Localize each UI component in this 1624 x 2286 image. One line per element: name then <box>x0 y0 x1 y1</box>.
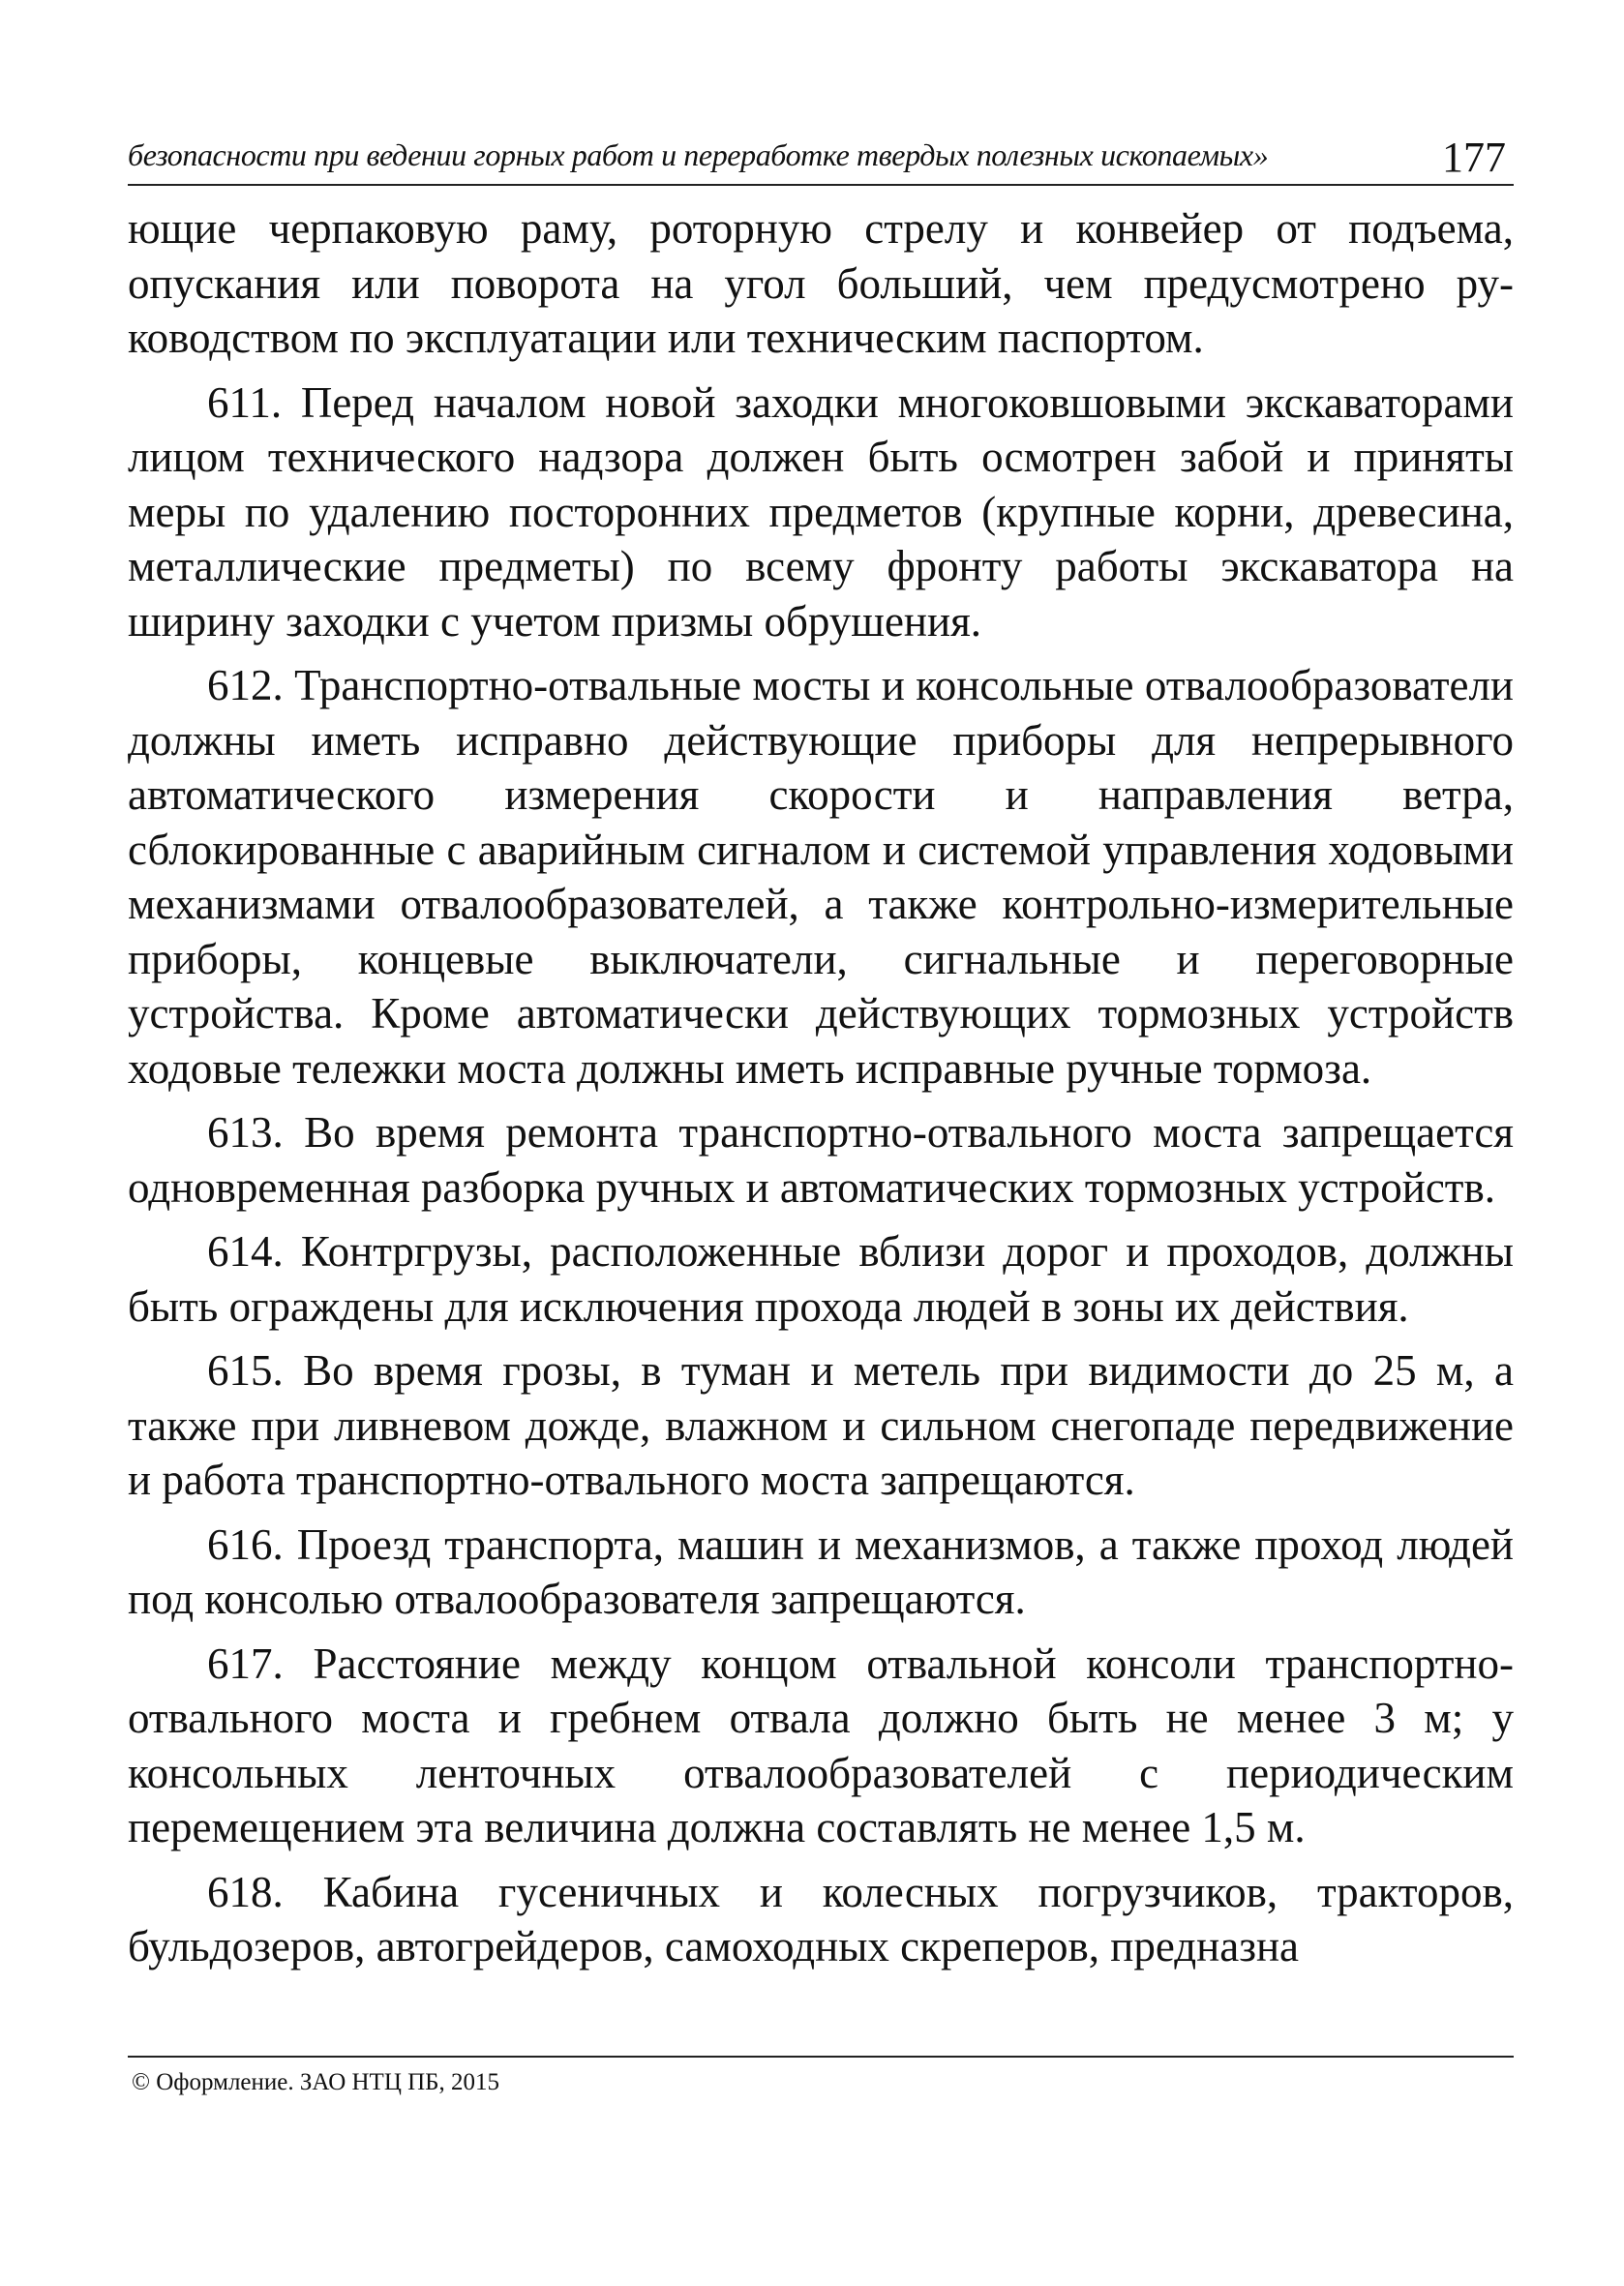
page-number: 177 <box>1442 134 1506 181</box>
body-text <box>128 201 1514 1984</box>
paragraph-613: 613. Во время ремонта транспортно-отвального моста запрещается одновременная разборка ручных и автоматических тормозных устройств. <box>128 1108 1514 1212</box>
footer-divider <box>128 2056 1514 2058</box>
footer-copyright: © Оформление. ЗАО НТЦ ПБ, 2015 <box>132 2069 500 2095</box>
paragraph-612: 612. Транспортно-отвальные мосты и консольные отвалообразователи должны иметь исправно действующие приборы для непрерывного автоматического измерения скорости и направления ветра, сблокированные с аварийным сигналом и системой управления ходовыми механизмами отвалообразователей, а также контрольно-измерительные приборы, концевые выключатели, сигнальные и переговорные устройства. Кроме автоматически действующих тормозных устройств ходовые тележки моста должны иметь исправные ручные тормоза. <box>128 661 1514 1093</box>
paragraph-continuation: ющие черпаковую раму, роторную стрелу и конвейер от подъема, опускания или поворота на угол больший, чем предусмотрено руководством по эксплуатации или техническим паспортом. <box>128 204 1514 362</box>
paragraph-616: 616. Проезд транспорта, машин и механизмов, а также проход людей под консолью отвалообразователя запрещаются. <box>128 1519 1514 1623</box>
paragraph-618: 618. Кабина гусеничных и колесных погрузчиков, тракторов, бульдозеров, автогрейдеров, самоходных скреперов, предназна <box>128 1867 1514 1970</box>
paragraph-611: 611. Перед началом новой заходки многоковшовыми экскаваторами лицом технического надзора должен быть осмотрен забой и приняты меры по удалению посторонних предметов (крупные корни, древесина, металлические предметы) по всему фронту работы экскаватора на ширину заходки с учетом призмы обрушения. <box>128 377 1514 646</box>
paragraph-617: 617. Расстояние между концом отвальной консоли транспортно-отвального моста и гребнем отвала должно быть не менее 3 м; у консольных ленточных отвалообразователей с периодическим перемещением эта величина должна составлять не менее 1,5 м. <box>128 1639 1514 1851</box>
running-title: безопасности при ведении горных работ и переработке твердых полезных ископаемых» <box>128 137 1269 172</box>
page-header <box>128 134 1514 186</box>
paragraph-614: 614. Контргрузы, расположенные вблизи дорог и проходов, должны быть ограждены для исключения прохода людей в зоны их действия. <box>128 1227 1514 1331</box>
paragraph-615: 615. Во время грозы, в туман и метель при видимости до 25 м, а также при ливневом дожде, влажном и сильном снегопаде передвижение и работа транспортно-отвального моста запрещаются. <box>128 1346 1514 1504</box>
